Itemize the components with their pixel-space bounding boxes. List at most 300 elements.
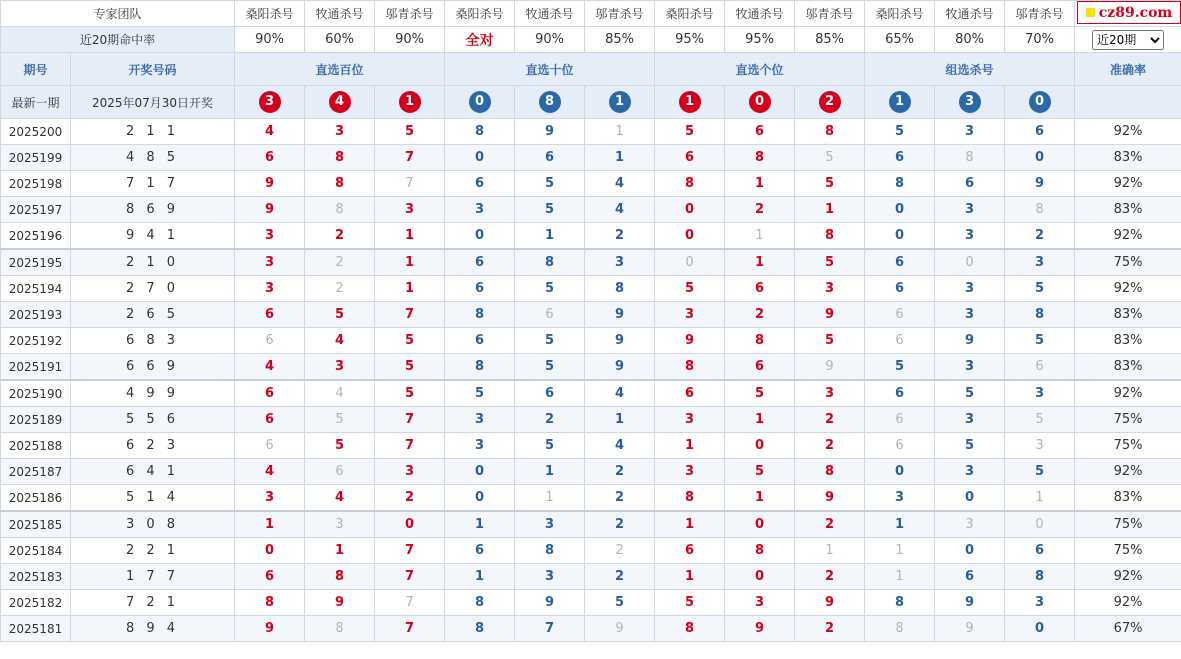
kill-number: 3 [935,459,1005,485]
kill-number: 8 [725,145,795,171]
history-row [1,564,1181,590]
kill-number: 1 [795,197,865,223]
group-header-combo: 组选杀号 [865,53,1075,86]
kill-number: 2 [725,197,795,223]
period-number: 2025191 [1,354,71,381]
kill-number: 2 [795,407,865,433]
kill-number: 3 [1005,249,1075,276]
kill-number: 5 [865,354,935,381]
period-number: 2025185 [1,511,71,538]
kill-number: 8 [655,171,725,197]
kill-number: 9 [235,197,305,223]
accuracy-value: 83% [1075,302,1181,328]
kill-number: 6 [445,249,515,276]
kill-number: 6 [655,380,725,407]
history-row [1,197,1181,223]
accuracy-value: 92% [1075,380,1181,407]
kill-number: 5 [725,380,795,407]
kill-ball: 1 [609,91,631,113]
kill-number: 1 [725,249,795,276]
kill-number: 5 [795,249,865,276]
expert-name: 桑阳杀号 [865,1,935,27]
kill-number: 6 [235,302,305,328]
kill-number: 0 [445,485,515,512]
period-number: 2025193 [1,302,71,328]
period-select-cell [1075,27,1181,53]
hit-rate: 85% [795,27,865,53]
kill-number: 6 [515,145,585,171]
team-label: 专家团队 [1,1,235,27]
kill-number: 5 [585,590,655,616]
kill-number: 0 [725,564,795,590]
accuracy-value: 75% [1075,538,1181,564]
kill-number: 6 [865,145,935,171]
kill-number: 5 [305,407,375,433]
history-row [1,249,1181,276]
kill-number: 8 [445,354,515,381]
accuracy-value: 92% [1075,276,1181,302]
expert-name: 牧通杀号 [305,1,375,27]
kill-number: 1 [445,564,515,590]
hit-rate: 80% [935,27,1005,53]
kill-number: 2 [515,407,585,433]
kill-number: 6 [725,119,795,145]
logo-square-icon [1086,8,1095,17]
draw-number: 2 6 5 [71,302,235,328]
expert-name: 桑阳杀号 [235,1,305,27]
kill-number: 9 [725,616,795,642]
kill-number: 8 [655,485,725,512]
kill-number: 2 [305,223,375,250]
history-row [1,380,1181,407]
kill-number: 3 [515,564,585,590]
kill-ball: 0 [749,91,771,113]
kill-number: 8 [795,223,865,250]
kill-number: 4 [305,328,375,354]
kill-number: 8 [445,119,515,145]
kill-number: 8 [1005,564,1075,590]
kill-number: 4 [235,354,305,381]
kill-number: 6 [515,380,585,407]
kill-number: 9 [795,590,865,616]
period-number: 2025189 [1,407,71,433]
kill-number: 1 [445,511,515,538]
history-row [1,459,1181,485]
kill-number: 7 [375,590,445,616]
kill-number: 3 [1005,433,1075,459]
kill-number: 1 [725,223,795,250]
draw-number: 4 9 9 [71,380,235,407]
kill-number: 3 [725,590,795,616]
kill-number: 6 [865,249,935,276]
kill-number: 4 [305,380,375,407]
kill-number: 0 [445,145,515,171]
kill-number: 9 [795,302,865,328]
kill-number: 3 [655,407,725,433]
history-row [1,302,1181,328]
period-select[interactable] [1092,30,1164,50]
expert-name: 邬青杀号 [375,1,445,27]
accuracy-value: 83% [1075,145,1181,171]
kill-number: 5 [655,590,725,616]
period-number: 2025194 [1,276,71,302]
hit-rate: 95% [725,27,795,53]
draw-number: 8 6 9 [71,197,235,223]
kill-number: 0 [655,249,725,276]
kill-ball: 0 [1029,91,1051,113]
kill-number: 5 [305,433,375,459]
kill-number: 3 [935,119,1005,145]
kill-number: 0 [935,249,1005,276]
kill-number: 4 [235,459,305,485]
kill-number: 8 [305,616,375,642]
kill-number: 9 [515,119,585,145]
draw-number: 6 8 3 [71,328,235,354]
period-number: 2025187 [1,459,71,485]
kill-number: 9 [585,616,655,642]
kill-number: 9 [585,354,655,381]
kill-number: 2 [795,564,865,590]
kill-number: 0 [935,485,1005,512]
period-number: 2025181 [1,616,71,642]
kill-number: 8 [865,590,935,616]
kill-number: 5 [305,302,375,328]
kill-number: 5 [375,119,445,145]
kill-number: 9 [795,354,865,381]
kill-number: 6 [865,328,935,354]
kill-number: 0 [1005,616,1075,642]
history-row [1,538,1181,564]
kill-number: 6 [235,145,305,171]
kill-number: 2 [305,249,375,276]
kill-ball: 3 [259,91,281,113]
period-number: 2025186 [1,485,71,512]
kill-number: 2 [585,511,655,538]
kill-number: 2 [725,302,795,328]
kill-number: 1 [515,459,585,485]
hit-rate: 85% [585,27,655,53]
history-row [1,354,1181,381]
kill-number: 1 [1005,485,1075,512]
kill-number: 0 [445,459,515,485]
period-number: 2025197 [1,197,71,223]
kill-number: 6 [655,538,725,564]
expert-name: 牧通杀号 [515,1,585,27]
draw-number: 1 7 7 [71,564,235,590]
kill-number: 6 [235,328,305,354]
kill-ball: 2 [819,91,841,113]
kill-number: 5 [1005,407,1075,433]
kill-number: 9 [585,328,655,354]
kill-number: 3 [235,249,305,276]
logo-text: cz89.com [1098,4,1173,21]
kill-number: 7 [375,433,445,459]
draw-number: 8 9 4 [71,616,235,642]
accuracy-value: 75% [1075,407,1181,433]
kill-number: 1 [865,564,935,590]
history-row [1,145,1181,171]
draw-number: 2 7 0 [71,276,235,302]
history-row [1,433,1181,459]
latest-date: 2025年07月30日开奖 [71,86,235,119]
kill-number: 5 [445,380,515,407]
expert-name: 牧通杀号 [725,1,795,27]
kill-number: 8 [445,590,515,616]
history-row [1,276,1181,302]
history-row [1,223,1181,250]
hit-rate-label: 近20期命中率 [1,27,235,53]
draw-number: 2 1 1 [71,119,235,145]
kill-number: 4 [235,119,305,145]
kill-number: 1 [655,433,725,459]
kill-number: 0 [865,197,935,223]
kill-number: 8 [1005,197,1075,223]
kill-number: 1 [585,145,655,171]
kill-number: 3 [235,223,305,250]
kill-number: 6 [1005,538,1075,564]
kill-number: 5 [515,171,585,197]
kill-number: 4 [305,485,375,512]
kill-number: 3 [445,197,515,223]
accuracy-value: 75% [1075,511,1181,538]
kill-number: 5 [375,354,445,381]
kill-number: 3 [795,380,865,407]
kill-number: 9 [585,302,655,328]
kill-number: 6 [865,276,935,302]
hit-rate: 全对 [445,27,515,53]
kill-number: 0 [935,538,1005,564]
kill-number: 6 [235,433,305,459]
kill-number: 0 [865,223,935,250]
kill-number: 7 [515,616,585,642]
kill-number: 1 [375,249,445,276]
kill-number: 9 [795,485,865,512]
kill-number: 7 [375,145,445,171]
kill-number: 9 [935,590,1005,616]
group-header-tens: 直选十位 [445,53,655,86]
kill-number: 5 [515,276,585,302]
kill-number: 5 [655,119,725,145]
accuracy-value: 67% [1075,616,1181,642]
kill-number: 7 [375,616,445,642]
kill-number: 7 [375,564,445,590]
kill-number: 3 [655,459,725,485]
kill-number: 6 [1005,119,1075,145]
kill-number: 5 [1005,459,1075,485]
kill-number: 8 [305,197,375,223]
hit-rate-row [1,27,1181,53]
kill-number: 5 [1005,276,1075,302]
kill-number: 0 [725,511,795,538]
draw-number: 9 4 1 [71,223,235,250]
kill-number: 6 [935,171,1005,197]
kill-number: 6 [445,538,515,564]
kill-number: 3 [935,197,1005,223]
kill-number: 3 [935,223,1005,250]
draw-number: 3 0 8 [71,511,235,538]
period-number: 2025195 [1,249,71,276]
draw-number: 6 2 3 [71,433,235,459]
kill-number: 8 [1005,302,1075,328]
kill-number: 1 [725,485,795,512]
kill-number: 4 [585,197,655,223]
kill-number: 1 [795,538,865,564]
group-header-units: 直选个位 [655,53,865,86]
kill-number: 0 [725,433,795,459]
expert-name: 邬青杀号 [795,1,865,27]
kill-number: 2 [585,459,655,485]
kill-number: 7 [375,407,445,433]
kill-number: 1 [655,564,725,590]
kill-number: 6 [235,380,305,407]
kill-ball: 8 [539,91,561,113]
kill-number: 5 [515,433,585,459]
accuracy-value: 92% [1075,119,1181,145]
history-row [1,171,1181,197]
kill-number: 3 [1005,590,1075,616]
kill-number: 5 [795,145,865,171]
kill-number: 8 [865,171,935,197]
period-number: 2025188 [1,433,71,459]
kill-number: 5 [795,328,865,354]
kill-number: 8 [795,119,865,145]
draw-number: 6 6 9 [71,354,235,381]
kill-number: 6 [935,564,1005,590]
kill-number: 9 [1005,171,1075,197]
period-number: 2025196 [1,223,71,250]
kill-number: 1 [515,223,585,250]
accuracy-header: 准确率 [1075,53,1181,86]
kill-number: 5 [375,328,445,354]
kill-number: 1 [375,223,445,250]
kill-number: 8 [305,564,375,590]
kill-number: 8 [655,354,725,381]
kill-number: 1 [515,485,585,512]
kill-number: 3 [935,302,1005,328]
kill-number: 5 [515,197,585,223]
site-logo[interactable] [1077,1,1181,24]
kill-number: 3 [655,302,725,328]
kill-number: 9 [935,616,1005,642]
kill-number: 0 [1005,511,1075,538]
kill-number: 3 [795,276,865,302]
kill-number: 4 [585,433,655,459]
expert-name: 邬青杀号 [585,1,655,27]
kill-number: 1 [305,538,375,564]
kill-number: 8 [935,145,1005,171]
expert-name: 邬青杀号 [1005,1,1075,27]
kill-number: 3 [585,249,655,276]
kill-number: 5 [935,380,1005,407]
accuracy-value: 83% [1075,485,1181,512]
kill-number: 3 [305,354,375,381]
kill-number: 6 [445,328,515,354]
kill-number: 3 [235,485,305,512]
draw-header: 开奖号码 [71,53,235,86]
kill-number: 3 [935,407,1005,433]
history-row [1,616,1181,642]
draw-number: 2 2 1 [71,538,235,564]
accuracy-value: 75% [1075,249,1181,276]
kill-number: 8 [795,459,865,485]
kill-number: 5 [795,171,865,197]
kill-number: 6 [235,407,305,433]
kill-number: 8 [585,276,655,302]
kill-number: 6 [865,433,935,459]
kill-number: 0 [445,223,515,250]
expert-row [1,1,1181,27]
kill-number: 1 [865,538,935,564]
kill-number: 0 [655,223,725,250]
history-row [1,485,1181,512]
draw-number: 2 1 0 [71,249,235,276]
kill-number: 7 [375,302,445,328]
accuracy-value: 92% [1075,171,1181,197]
kill-number: 5 [1005,328,1075,354]
kill-number: 3 [235,276,305,302]
kill-number: 9 [515,590,585,616]
kill-number: 0 [655,197,725,223]
accuracy-value: 83% [1075,328,1181,354]
history-row [1,590,1181,616]
kill-number: 6 [515,302,585,328]
accuracy-value: 92% [1075,223,1181,250]
kill-number: 2 [795,511,865,538]
kill-number: 9 [305,590,375,616]
kill-number: 3 [935,511,1005,538]
kill-number: 6 [305,459,375,485]
accuracy-value: 83% [1075,354,1181,381]
kill-number: 6 [725,276,795,302]
kill-number: 0 [865,459,935,485]
kill-number: 7 [375,538,445,564]
kill-number: 1 [865,511,935,538]
kill-number: 3 [305,511,375,538]
kill-number: 8 [725,538,795,564]
expert-name: 牧通杀号 [935,1,1005,27]
kill-number: 4 [585,380,655,407]
kill-number: 6 [235,564,305,590]
kill-number: 5 [655,276,725,302]
kill-number: 8 [865,616,935,642]
kill-ball: 1 [399,91,421,113]
period-number: 2025199 [1,145,71,171]
hit-rate: 60% [305,27,375,53]
kill-number: 3 [935,276,1005,302]
kill-number: 8 [515,538,585,564]
kill-number: 8 [445,616,515,642]
period-number: 2025184 [1,538,71,564]
kill-ball: 0 [469,91,491,113]
kill-number: 2 [585,223,655,250]
period-header: 期号 [1,53,71,86]
kill-number: 6 [865,407,935,433]
kill-number: 2 [795,616,865,642]
draw-number: 6 4 1 [71,459,235,485]
kill-number: 3 [1005,380,1075,407]
kill-number: 5 [515,354,585,381]
kill-number: 5 [515,328,585,354]
kill-number: 6 [445,276,515,302]
kill-number: 3 [375,197,445,223]
history-row [1,407,1181,433]
kill-number: 6 [725,354,795,381]
kill-number: 6 [865,302,935,328]
kill-number: 3 [935,354,1005,381]
kill-number: 7 [375,171,445,197]
kill-number: 1 [725,407,795,433]
kill-number: 1 [725,171,795,197]
